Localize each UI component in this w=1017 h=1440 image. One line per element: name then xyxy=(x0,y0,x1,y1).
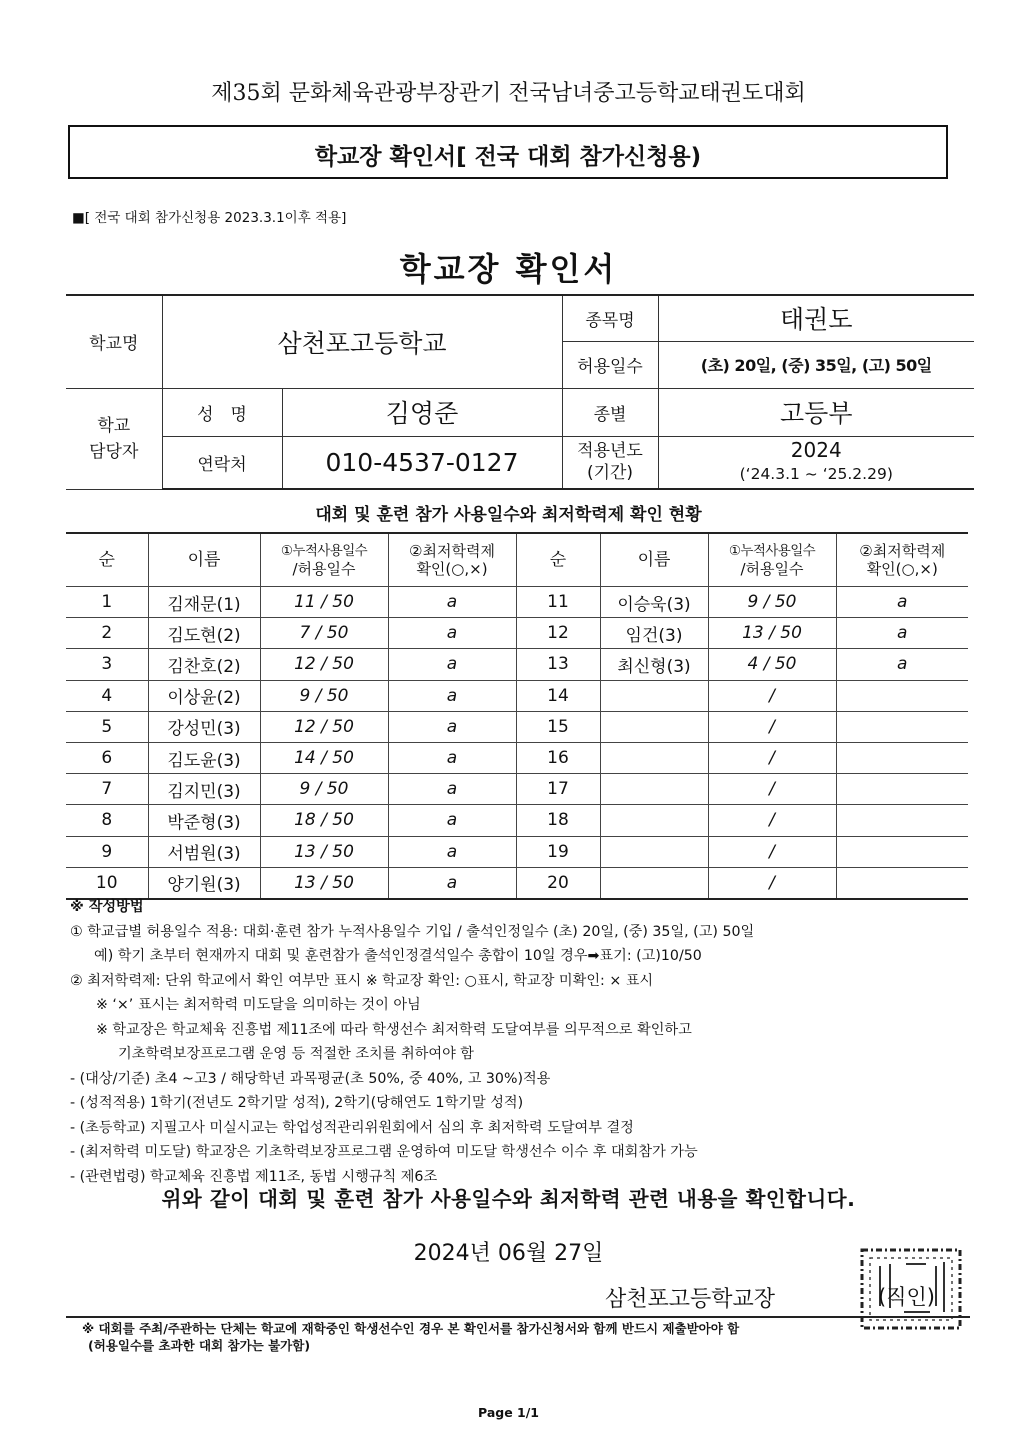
method-line: - (대상/기준) 초4 ~고3 / 해당학년 과목평균(초 50%, 중 40%, 고 30%)적용 xyxy=(70,1070,551,1087)
table-row xyxy=(66,742,968,773)
row-name: 최신형(3) xyxy=(600,649,708,680)
row-days: 13 / 50 xyxy=(708,618,836,649)
sport-value: 태권도 xyxy=(658,295,974,341)
division-label: 종별 xyxy=(562,388,658,436)
footer-line-1: ※ 대회를 주최/주관하는 단체는 학교에 재학중인 학생선수인 경우 본 확인서를 참가신청서와 함께 반드시 제출받아야 함 xyxy=(82,1321,740,1336)
row-days: 14 / 50 xyxy=(260,742,388,773)
row-no: 2 xyxy=(66,618,148,649)
school-label: 학교명 xyxy=(66,295,162,388)
col-name-left: 이름 xyxy=(148,533,260,587)
col-check-left-2: 확인(○,×) xyxy=(416,560,488,578)
writing-instructions xyxy=(70,895,970,1189)
name-label: 성 명 xyxy=(162,388,282,436)
row-no: 8 xyxy=(66,805,148,836)
row-days: 13 / 50 xyxy=(260,867,388,899)
confirmation-statement: 위와 같이 대회 및 훈련 참가 사용일수와 최저학력 관련 내용을 확인합니다. xyxy=(161,1187,856,1211)
row-name: 양기원(3) xyxy=(148,867,260,899)
row-name: 김찬호(2) xyxy=(148,649,260,680)
row-check: a xyxy=(388,711,516,742)
row-days: 9 / 50 xyxy=(708,587,836,618)
row-no: 19 xyxy=(516,836,600,867)
row-no: 18 xyxy=(516,805,600,836)
row-no: 20 xyxy=(516,867,600,899)
row-name: 임건(3) xyxy=(600,618,708,649)
row-days: 12 / 50 xyxy=(260,649,388,680)
row-name xyxy=(600,836,708,867)
col-days-right xyxy=(708,533,836,587)
row-name: 김재문(1) xyxy=(148,587,260,618)
manager-label: 학교 담당자 xyxy=(66,388,162,489)
col-days-right-2: /허용일수 xyxy=(740,560,804,578)
row-days: / xyxy=(708,711,836,742)
row-no: 17 xyxy=(516,774,600,805)
seal-label: (직인) xyxy=(878,1285,935,1309)
row-check: a xyxy=(388,805,516,836)
document-title: 학교장 확인서[ 전국 대회 참가신청용) xyxy=(314,144,702,170)
row-check: a xyxy=(836,618,968,649)
row-no: 9 xyxy=(66,836,148,867)
row-days: 9 / 50 xyxy=(260,680,388,711)
row-check: a xyxy=(388,836,516,867)
row-no: 14 xyxy=(516,680,600,711)
col-check-right-1: ②최저학력제 xyxy=(859,542,946,560)
row-no: 16 xyxy=(516,742,600,773)
athlete-roster-table xyxy=(66,532,968,900)
row-days: 11 / 50 xyxy=(260,587,388,618)
row-days: / xyxy=(708,680,836,711)
row-days: 7 / 50 xyxy=(260,618,388,649)
col-days-left-1: ①누적사용일수 xyxy=(280,543,368,559)
row-name: 강성민(3) xyxy=(148,711,260,742)
manager-name: 김영준 xyxy=(282,388,562,436)
row-name: 서범원(3) xyxy=(148,836,260,867)
page-number: Page 1/1 xyxy=(478,1405,539,1420)
col-days-left xyxy=(260,533,388,587)
row-no: 11 xyxy=(516,587,600,618)
row-no: 10 xyxy=(66,867,148,899)
row-check: a xyxy=(388,587,516,618)
col-check-right xyxy=(836,533,968,587)
col-check-left xyxy=(388,533,516,587)
main-title: 학교장 확인서 xyxy=(399,250,618,288)
row-name xyxy=(600,711,708,742)
row-name: 박준형(3) xyxy=(148,805,260,836)
row-check: a xyxy=(836,649,968,680)
row-days: 12 / 50 xyxy=(260,711,388,742)
row-no: 3 xyxy=(66,649,148,680)
row-name xyxy=(600,680,708,711)
row-days: / xyxy=(708,867,836,899)
application-notice: ■[ 전국 대회 참가신청용 2023.3.1이후 적용] xyxy=(72,210,347,226)
row-check xyxy=(836,680,968,711)
col-check-right-2: 확인(○,×) xyxy=(866,560,938,578)
school-info-table xyxy=(66,294,974,490)
row-days: / xyxy=(708,742,836,773)
row-no: 1 xyxy=(66,587,148,618)
row-days: / xyxy=(708,805,836,836)
row-name xyxy=(600,774,708,805)
row-no: 7 xyxy=(66,774,148,805)
table-row xyxy=(66,836,968,867)
row-days: 4 / 50 xyxy=(708,649,836,680)
col-days-left-2: /허용일수 xyxy=(292,560,356,578)
school-value: 삼천포고등학교 xyxy=(162,295,562,388)
row-name: 김도현(2) xyxy=(148,618,260,649)
method-line: ① 학교급별 허용일수 적용: 대회·훈련 참가 누적사용일수 기입 / 출석인정일수 (초) 20일, (중) 35일, (고) 50일 xyxy=(70,923,755,940)
table-row xyxy=(66,680,968,711)
row-days: 18 / 50 xyxy=(260,805,388,836)
row-days: 9 / 50 xyxy=(260,774,388,805)
year-value: 2024 xyxy=(790,438,842,463)
row-check: a xyxy=(388,742,516,773)
method-heading: ※ 작성방법 xyxy=(70,899,144,915)
method-line: ※ 학교장은 학교체육 진흥법 제11조에 따라 학생선수 최저학력 도달여부를 의무적으로 확인하고 xyxy=(96,1021,692,1038)
method-line: 기초학력보장프로그램 운영 등 적절한 조치를 취하여야 함 xyxy=(118,1046,474,1062)
row-name: 김지민(3) xyxy=(148,774,260,805)
table-row xyxy=(66,805,968,836)
row-no: 6 xyxy=(66,742,148,773)
row-check: a xyxy=(388,680,516,711)
event-title: 제35회 문화체육관광부장관기 전국남녀중고등학교태권도대회 xyxy=(211,81,806,106)
status-title: 대회 및 훈련 참가 사용일수와 최저학력제 확인 현황 xyxy=(315,505,702,525)
document-title-box xyxy=(68,125,948,179)
contact-value: 010-4537-0127 xyxy=(282,436,562,489)
row-no: 13 xyxy=(516,649,600,680)
table-row xyxy=(66,618,968,649)
footer-divider xyxy=(66,1316,970,1318)
year-label-cell xyxy=(562,436,658,489)
footer-line-2: (허용일수를 초과한 대회 참가는 불가함) xyxy=(88,1338,311,1353)
issue-date: 2024년 06월 27일 xyxy=(413,1241,604,1266)
period-value: (‘24.3.1 ~ ‘25.2.29) xyxy=(739,465,893,484)
row-no: 4 xyxy=(66,680,148,711)
method-line: - (최저학력 미도달) 학교장은 기초학력보장프로그램 운영하여 미도달 학생선수 이수 후 대회참가 가능 xyxy=(70,1144,698,1160)
method-line: - (초등학교) 지필고사 미실시교는 학업성적관리위원회에서 심의 후 최저학력 도달여부 결정 xyxy=(70,1119,634,1136)
year-value-cell xyxy=(658,436,974,489)
row-check: a xyxy=(836,587,968,618)
row-check xyxy=(836,805,968,836)
table-row xyxy=(66,649,968,680)
method-line: 예) 학기 초부터 현재까지 대회 및 훈련참가 출석인정결석일수 총합이 10일 경우➡표기: (고)10/50 xyxy=(94,948,702,964)
method-line: - (관련법령) 학교체육 진흥법 제11조, 동법 시행규칙 제6조 xyxy=(70,1168,438,1185)
row-check: a xyxy=(388,774,516,805)
method-line: ② 최저학력제: 단위 학교에서 확인 여부만 표시 ※ 학교장 확인: ○표시, 학교장 미확인: × 표시 xyxy=(70,972,654,989)
row-name xyxy=(600,742,708,773)
row-name: 김도윤(3) xyxy=(148,742,260,773)
division-value: 고등부 xyxy=(658,388,974,436)
row-no: 12 xyxy=(516,618,600,649)
year-label: 적용년도 xyxy=(577,441,643,462)
table-row xyxy=(66,587,968,618)
row-check xyxy=(836,711,968,742)
row-check xyxy=(836,774,968,805)
row-check: a xyxy=(388,867,516,899)
col-name-right: 이름 xyxy=(600,533,708,587)
row-check xyxy=(836,742,968,773)
sport-label: 종목명 xyxy=(562,295,658,341)
col-no-left: 순 xyxy=(66,533,148,587)
row-name xyxy=(600,805,708,836)
row-no: 15 xyxy=(516,711,600,742)
table-row xyxy=(66,774,968,805)
method-line: - (성적적용) 1학기(전년도 2학기말 성적), 2학기(당해연도 1학기말 성적) xyxy=(70,1095,524,1111)
method-line: ※ ‘×’ 표시는 최저학력 미도달을 의미하는 것이 아님 xyxy=(96,997,421,1013)
footer-note xyxy=(82,1320,739,1354)
row-check: a xyxy=(388,649,516,680)
row-check: a xyxy=(388,618,516,649)
principal-signature-label: 삼천포고등학교장 xyxy=(605,1287,776,1312)
row-no: 5 xyxy=(66,711,148,742)
col-days-right-1: ①누적사용일수 xyxy=(728,543,816,559)
row-days: / xyxy=(708,774,836,805)
table-row xyxy=(66,711,968,742)
row-days: 13 / 50 xyxy=(260,836,388,867)
col-check-left-1: ②최저학력제 xyxy=(409,542,495,560)
col-no-right: 순 xyxy=(516,533,600,587)
official-seal-stamp xyxy=(856,1246,966,1332)
row-days: / xyxy=(708,836,836,867)
allowed-days-value: (초) 20일, (중) 35일, (고) 50일 xyxy=(658,341,974,388)
row-name: 이승욱(3) xyxy=(600,587,708,618)
row-name: 이상윤(2) xyxy=(148,680,260,711)
contact-label: 연락처 xyxy=(162,436,282,489)
allowed-days-label: 허용일수 xyxy=(562,341,658,388)
row-check xyxy=(836,836,968,867)
year-sub-label: (기간) xyxy=(586,463,634,484)
